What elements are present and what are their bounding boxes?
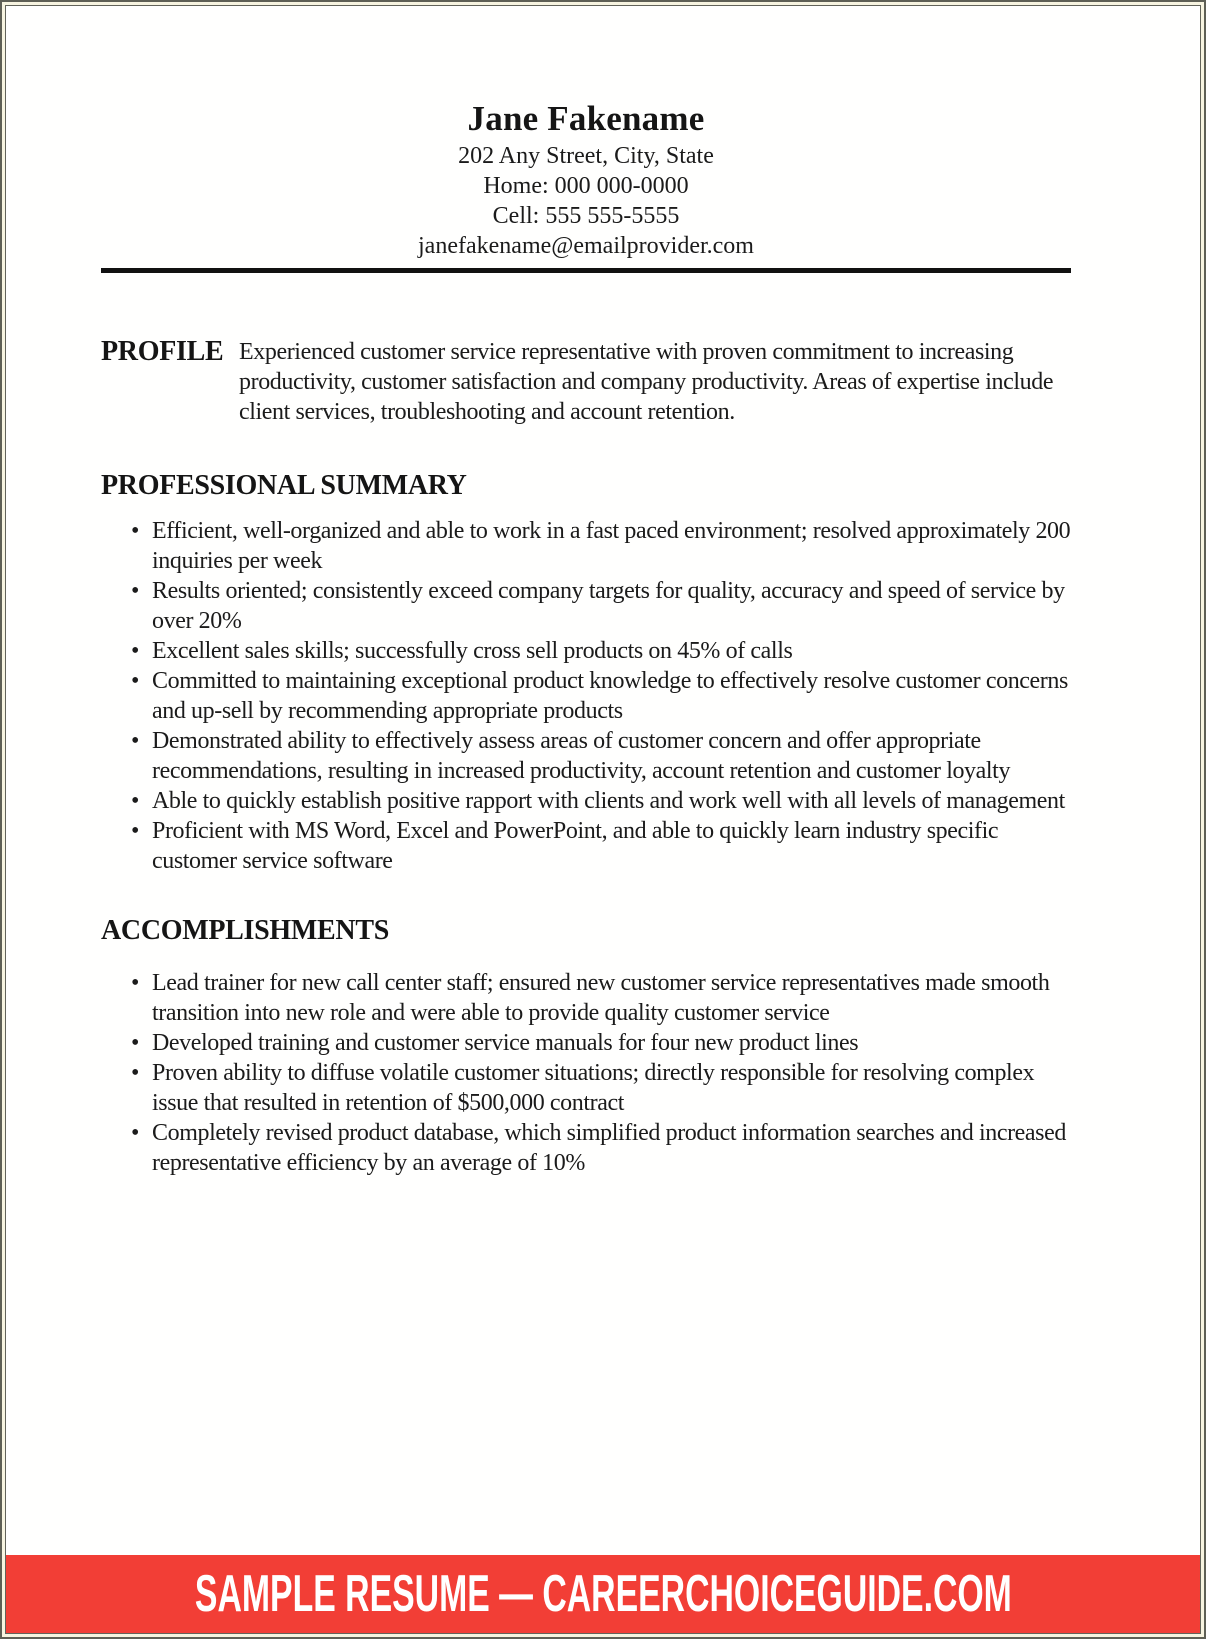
accomplishments-list [101,968,1071,1178]
accomplishment-item: • Completely revised product database, which simplified product information searches and increased representative efficiency by an average of 10% [101,1118,1071,1178]
professional-summary-item: • Proficient with MS Word, Excel and PowerPoint, and able to quickly learn industry specific customer service software [101,816,1071,876]
professional-summary-item: • Demonstrated ability to effectively assess areas of customer concern and offer appropriate recommendations, resulting in increased productivity, account retention and customer loyalty [101,726,1071,786]
profile-section [101,337,1071,427]
footer-banner-text: SAMPLE RESUME — CAREERCHOICEGUIDE.COM [194,1565,1012,1623]
page-border-inner-dark [5,5,1201,1634]
accomplishments-heading: ACCOMPLISHMENTS [101,915,389,946]
accomplishment-item: • Proven ability to diffuse volatile customer situations; directly responsible for resolving complex issue that resulted in retention of $500,000 contract [101,1058,1071,1118]
accomplishment-item: • Developed training and customer service manuals for four new product lines [101,1028,1071,1058]
page-border-inner-light [2,2,1204,1637]
professional-summary-list [101,516,1071,876]
candidate-cell-phone: Cell: 555 555-5555 [492,203,680,229]
profile-section-label: PROFILE [101,336,224,367]
professional-summary-item: • Excellent sales skills; successfully cross sell products on 45% of calls [101,636,1071,666]
candidate-name: Jane Fakename [467,99,705,138]
candidate-home-phone: Home: 000 000-0000 [483,173,689,199]
sample-resume-footer-banner [6,1555,1200,1633]
candidate-email: janefakename@emailprovider.com [418,233,754,259]
candidate-address: 202 Any Street, City, State [458,143,714,169]
header-divider [101,268,1071,273]
professional-summary-item: • Results oriented; consistently exceed company targets for quality, accuracy and speed of service by over 20% [101,576,1071,636]
professional-summary-heading: PROFESSIONAL SUMMARY [101,470,467,501]
profile-section-text: Experienced customer service representative with proven commitment to increasing productivity, customer satisfaction and company productivity. Areas of expertise include client services, troubleshooting and account retention. [239,339,1054,425]
accomplishment-item: • Lead trainer for new call center staff; ensured new customer service representatives made smooth transition into new role and were able to provide quality customer service [101,968,1071,1028]
resume-content [101,97,1071,1178]
professional-summary-item: • Able to quickly establish positive rapport with clients and work well with all levels of management [101,786,1071,816]
professional-summary-item: • Committed to maintaining exceptional product knowledge to effectively resolve customer concerns and up-sell by recommending appropriate products [101,666,1071,726]
professional-summary-item: • Efficient, well-organized and able to work in a fast paced environment; resolved approximately 200 inquiries per week [101,516,1071,576]
resume-header [101,97,1071,261]
